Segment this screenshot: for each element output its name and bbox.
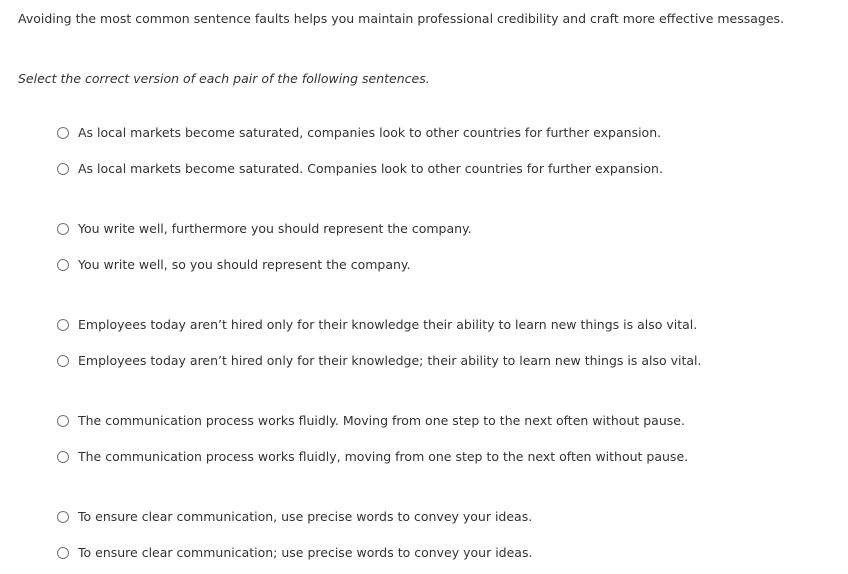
question-3-option-1[interactable] xyxy=(57,317,701,333)
intro-text: Avoiding the most common sentence faults helps you maintain professional credibility and craft more effective messages. xyxy=(18,11,785,26)
option-label: As local markets become saturated. Companies look to other countries for further expansion. xyxy=(78,161,663,176)
question-4-option-2[interactable] xyxy=(57,449,688,465)
option-label: You write well, so you should represent the company. xyxy=(78,257,411,272)
radio-button[interactable] xyxy=(57,319,69,331)
question-1-option-1[interactable] xyxy=(57,125,663,141)
question-5 xyxy=(57,509,532,561)
option-label: The communication process works fluidly. Moving from one step to the next often without pause. xyxy=(78,413,685,428)
question-4-option-1[interactable] xyxy=(57,413,688,429)
radio-button[interactable] xyxy=(57,547,69,559)
option-label: Employees today aren’t hired only for their knowledge; their ability to learn new things is also vital. xyxy=(78,353,702,368)
radio-button[interactable] xyxy=(57,223,69,235)
question-4 xyxy=(57,413,688,465)
radio-button[interactable] xyxy=(57,511,69,523)
question-3-option-2[interactable] xyxy=(57,353,701,369)
option-label: Employees today aren’t hired only for their knowledge their ability to learn new things is also vital. xyxy=(78,317,698,332)
radio-button[interactable] xyxy=(57,451,69,463)
instruction-text: Select the correct version of each pair of the following sentences. xyxy=(18,71,430,86)
question-1 xyxy=(57,125,663,177)
question-5-option-2[interactable] xyxy=(57,545,532,561)
question-5-option-1[interactable] xyxy=(57,509,532,525)
option-label: The communication process works fluidly, moving from one step to the next often without pause. xyxy=(78,449,689,464)
option-label: To ensure clear communication, use precise words to convey your ideas. xyxy=(78,509,533,524)
question-2-option-2[interactable] xyxy=(57,257,472,273)
radio-button[interactable] xyxy=(57,355,69,367)
question-2-option-1[interactable] xyxy=(57,221,472,237)
radio-button[interactable] xyxy=(57,127,69,139)
radio-button[interactable] xyxy=(57,163,69,175)
option-label: You write well, furthermore you should represent the company. xyxy=(78,221,472,236)
option-label: To ensure clear communication; use precise words to convey your ideas. xyxy=(78,545,533,560)
radio-button[interactable] xyxy=(57,259,69,271)
question-1-option-2[interactable] xyxy=(57,161,663,177)
question-3 xyxy=(57,317,701,369)
question-2 xyxy=(57,221,472,273)
option-label: As local markets become saturated, companies look to other countries for further expansion. xyxy=(78,125,662,140)
radio-button[interactable] xyxy=(57,415,69,427)
